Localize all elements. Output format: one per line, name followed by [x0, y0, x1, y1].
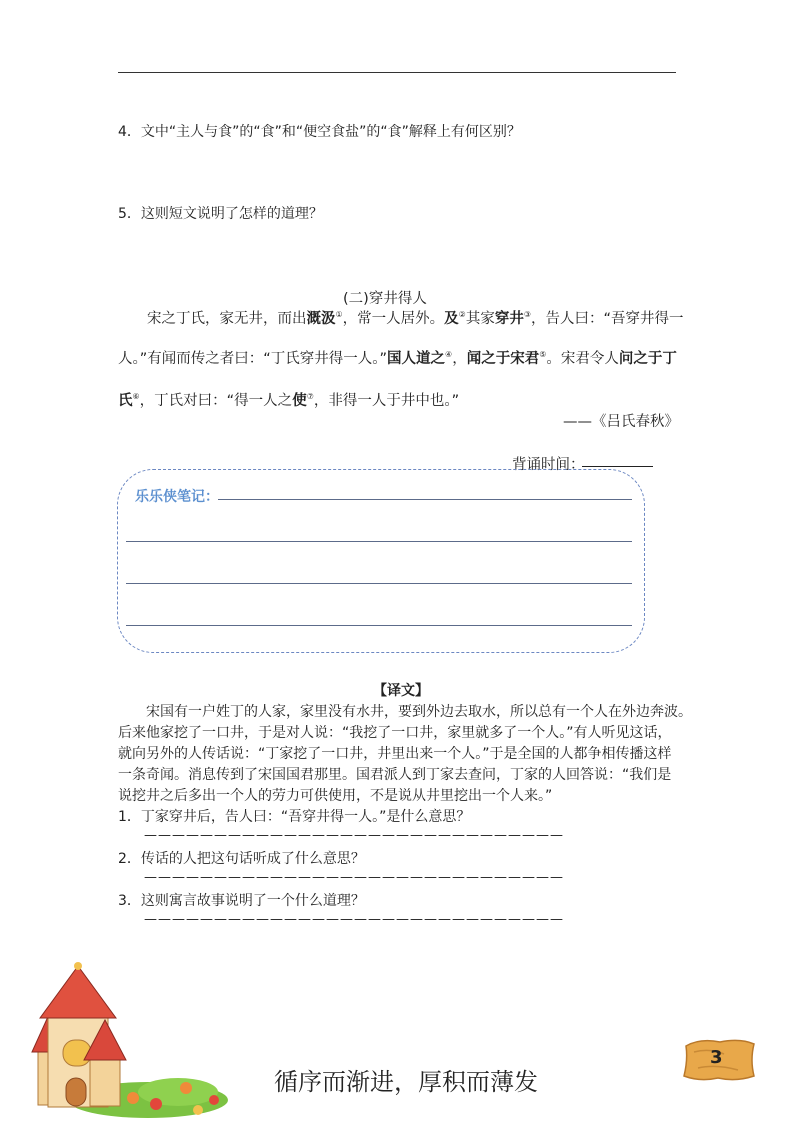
recite-time-label: 背诵时间：: [512, 457, 585, 473]
translation-question-1: 1．丁家穿井后，告人曰：“吾穿井得一人。”是什么意思？: [118, 809, 471, 825]
question-5: 5．这则短文说明了怎样的道理？: [118, 206, 323, 222]
translation-question-3: 3．这则寓言故事说明了一个什么道理？: [118, 893, 365, 909]
translation-line: 一条奇闻。消息传到了宋国国君那里。国君派人到丁家去查问，丁家的人回答说：“我们是: [118, 767, 672, 783]
castle-illustration: [18, 960, 238, 1120]
notes-line[interactable]: [126, 541, 632, 542]
translation-line: 说挖井之后多出一个人的劳力可供使用，不是说从井里挖出一个人来。”: [118, 788, 553, 804]
story-line-3: 氏⑥，丁氏对曰：“得一人之使⑦，非得一人于井中也。”: [118, 392, 460, 409]
answer-line[interactable]: ——————————————————————————————: [144, 828, 564, 843]
story-line-2: 人。”有闻而传之者曰：“丁氏穿井得一人。”国人道之④，闻之于宋君⑤。宋君令人问之于丁: [118, 350, 677, 367]
question-4: 4．文中“主人与食”的“食”和“便空食盐”的“食”解释上有何区别？: [118, 124, 521, 140]
notes-label: 乐乐侠笔记：: [135, 489, 219, 505]
story-source: ——《吕氏春秋》: [563, 414, 679, 430]
notes-line[interactable]: [218, 499, 632, 500]
translation-line: 宋国有一户姓丁的人家，家里没有水井，要到外边去取水，所以总有一个人在外边奔波。: [146, 704, 692, 720]
page-number-badge: [680, 1038, 758, 1082]
notes-line[interactable]: [126, 583, 632, 584]
translation-line: 后来他家挖了一口井，于是对人说：“我挖了一口井，家里就多了一个人。”有人听见这话，: [118, 725, 672, 741]
answer-line[interactable]: ——————————————————————————————: [144, 912, 564, 927]
footer-motto: 循序而渐进，厚积而薄发: [274, 1068, 538, 1096]
notes-line[interactable]: [126, 625, 632, 626]
story-title: (二)穿井得人: [343, 291, 427, 307]
translation-line: 就向另外的人传话说：“丁家挖了一口井，井里出来一个人。”于是全国的人都争相传播这样: [118, 746, 672, 762]
translation-question-2: 2．传话的人把这句话听成了什么意思？: [118, 851, 365, 867]
translation-heading: 【译文】: [373, 683, 429, 699]
page-number: 3: [710, 1047, 723, 1068]
story-line-1: 宋之丁氏，家无井，而出溉汲①，常一人居外。及②其家穿井③，告人曰：“吾穿井得一: [147, 310, 684, 327]
recite-time-field[interactable]: [582, 466, 653, 467]
header-rule: [118, 72, 676, 73]
answer-line[interactable]: ——————————————————————————————: [144, 870, 564, 885]
